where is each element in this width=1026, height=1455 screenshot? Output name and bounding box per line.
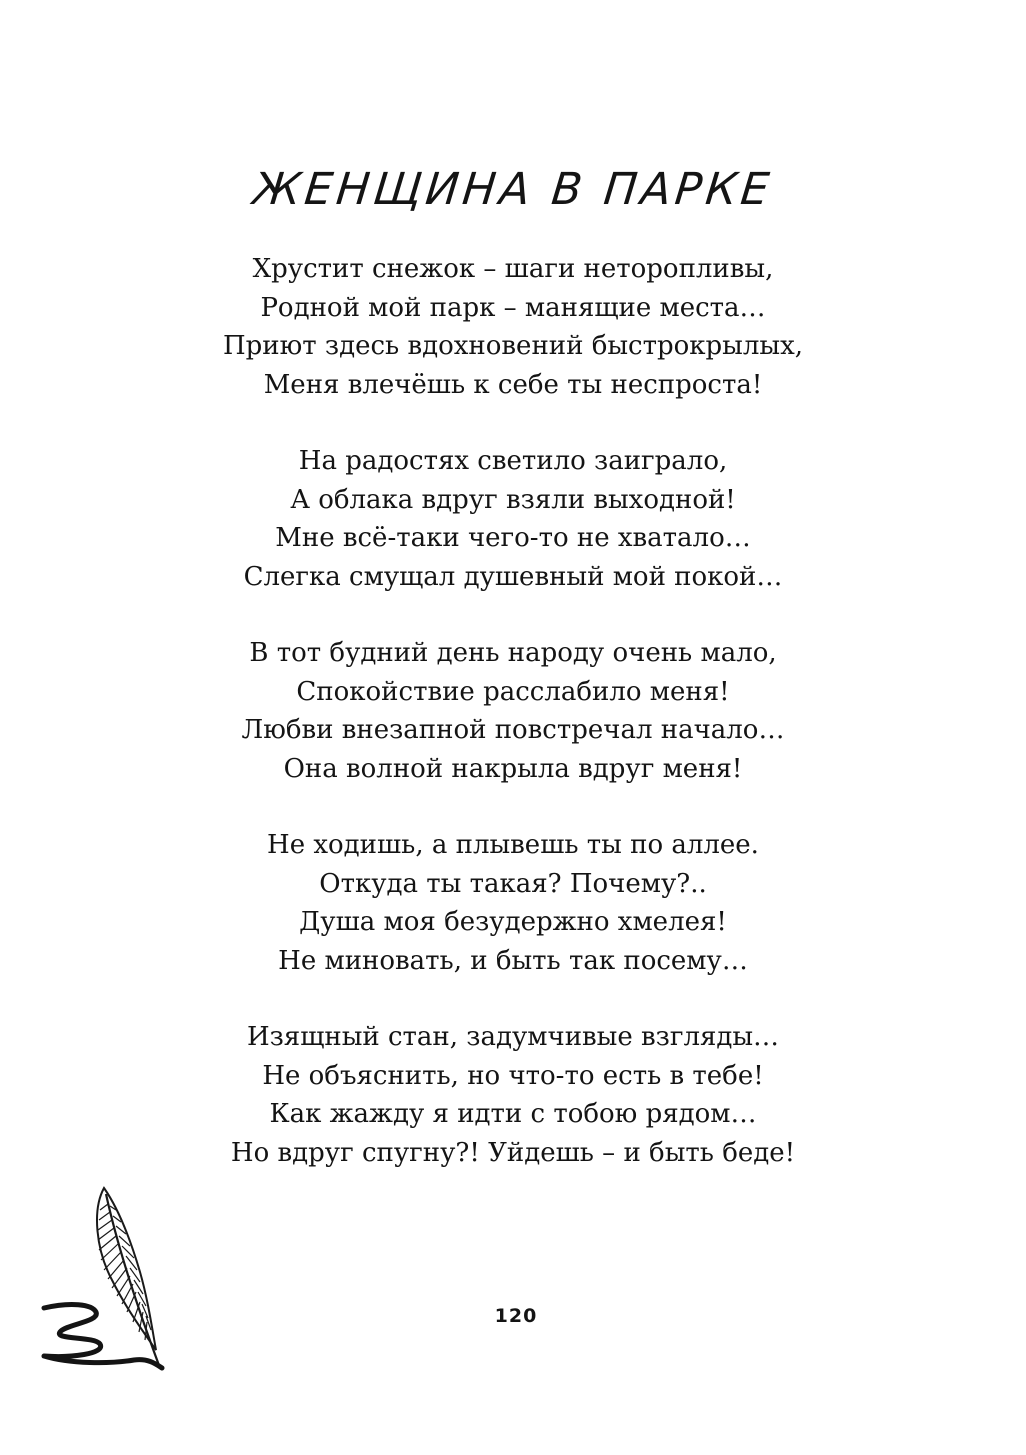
- poem-line: Она волной накрыла вдруг меня!: [283, 753, 743, 784]
- poem-line: Душа моя безудержно хмелея!: [299, 907, 727, 937]
- poem-line: Любви внезапной повстречал начало…: [241, 715, 785, 745]
- poem-body: [0, 250, 1026, 1210]
- poem-line: Не ходишь, а плывешь ты по аллее.: [267, 830, 759, 860]
- stanza: [0, 442, 1026, 596]
- stanza: [0, 1018, 1026, 1172]
- poem-line: Родной мой парк – манящие места…: [260, 292, 766, 323]
- poem-line: Не объяснить, но что-то есть в тебе!: [262, 1060, 764, 1091]
- stanza: [0, 826, 1026, 980]
- quill-pen-icon: [30, 1180, 180, 1380]
- poem-line: А облака вдруг взяли выходной!: [290, 484, 736, 515]
- poem-line: На радостях светило заиграло,: [298, 446, 728, 476]
- poem-line: Слегка смущал душевный мой покой…: [243, 561, 783, 592]
- poem-line: Изящный стан, задумчивые взгляды…: [246, 1022, 780, 1052]
- poem-line: Но вдруг спугну?! Уйдешь – и быть беде!: [230, 1137, 796, 1168]
- stanza: [0, 250, 1026, 404]
- poem-title: ЖЕНЩИНА В ПАРКЕ: [250, 164, 776, 215]
- poem-line: В тот будний день народу очень мало,: [249, 638, 777, 668]
- poem-line: Приют здесь вдохновений быстрокрылых,: [222, 331, 804, 361]
- stanza: [0, 634, 1026, 788]
- poem-line: Хрустит снежок – шаги неторопливы,: [252, 254, 774, 284]
- poem-line: Откуда ты такая? Почему?..: [319, 868, 707, 899]
- poem-line: Меня влечёшь к себе ты неспроста!: [263, 369, 763, 400]
- poem-line: Как жажду я идти с тобою рядом…: [269, 1099, 757, 1129]
- page-number: 120: [494, 1305, 538, 1327]
- poem-line: Не миновать, и быть так посему…: [278, 945, 748, 976]
- poem-line: Мне всё-таки чего-то не хватало…: [275, 523, 751, 553]
- poem-line: Спокойствие расслабило меня!: [296, 676, 730, 707]
